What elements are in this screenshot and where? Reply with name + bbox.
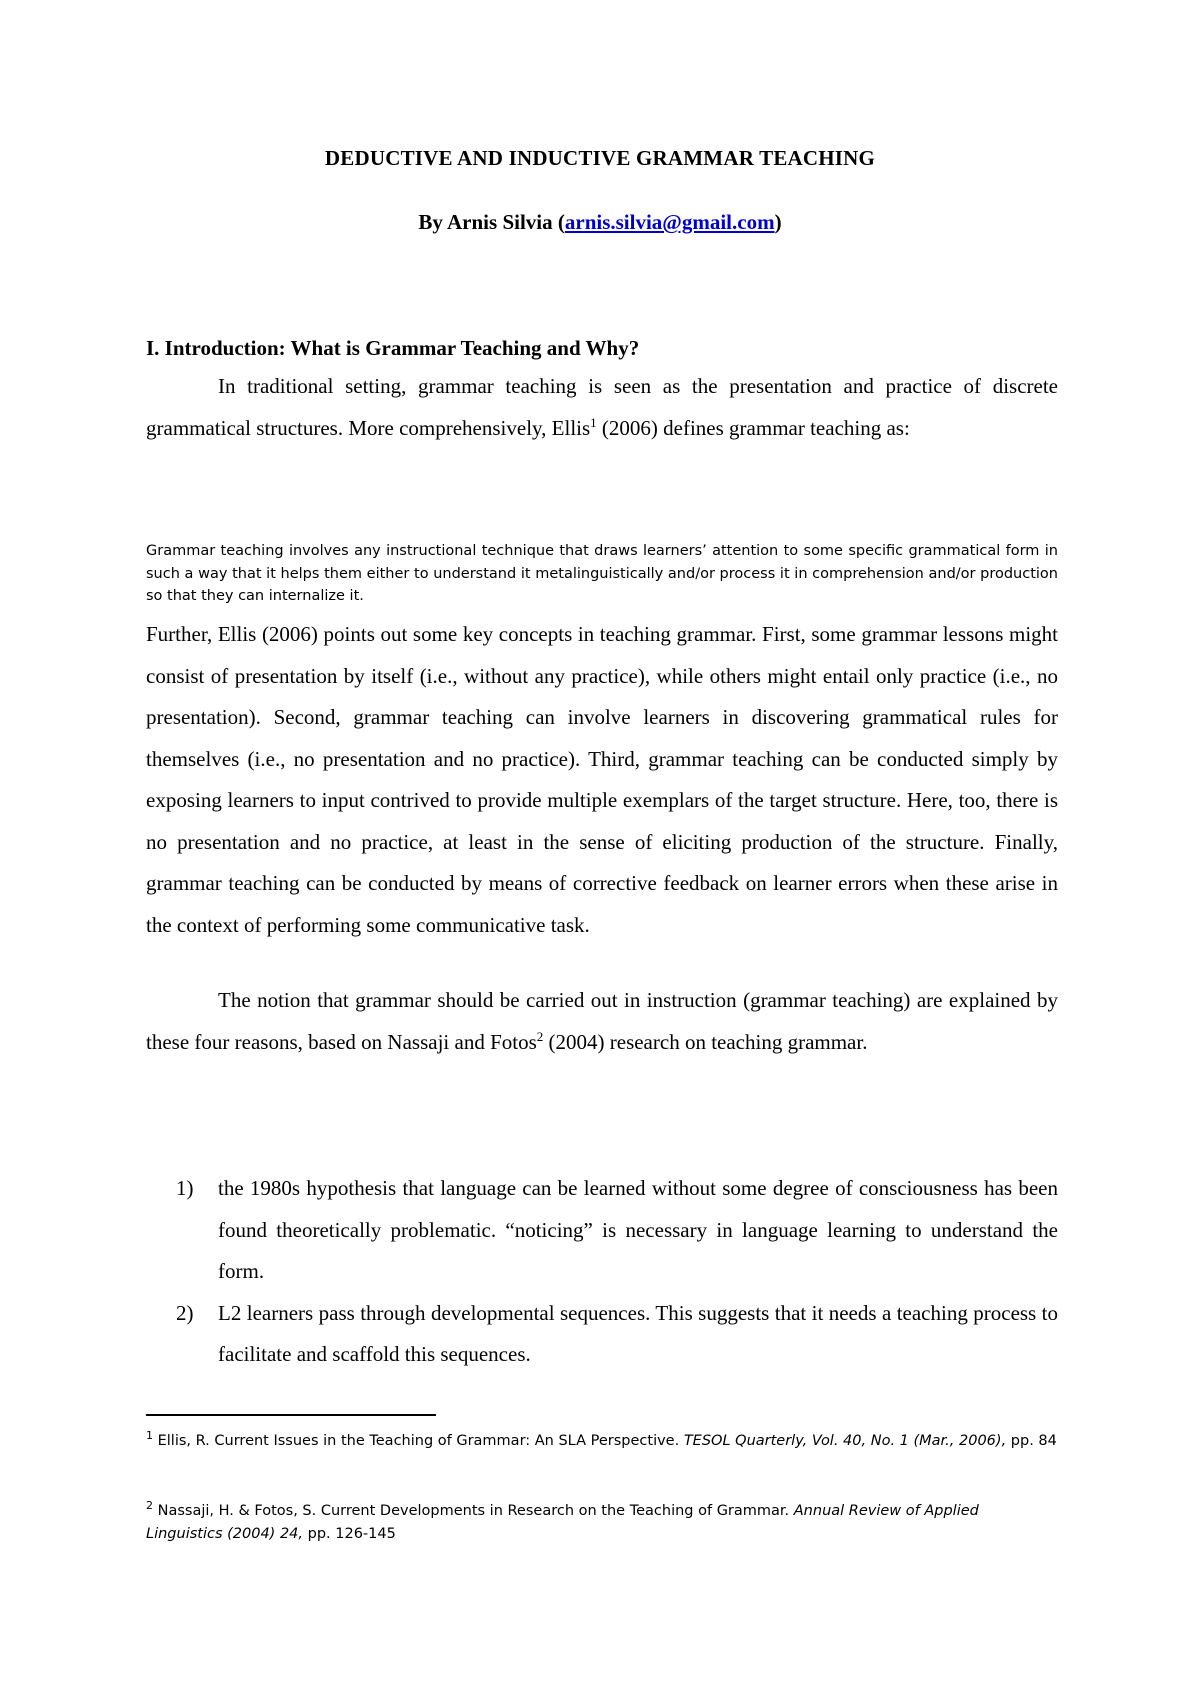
- footnote-separator: [146, 1414, 436, 1416]
- footnote-number: 2: [146, 1499, 153, 1513]
- paragraph-text: (2004) research on teaching grammar.: [543, 1029, 868, 1054]
- list-number: 2): [176, 1300, 194, 1325]
- list-item: [146, 1293, 1058, 1376]
- list-item-text: L2 learners pass through developmental sequences. This suggests that it needs a teaching process to facilitate and scaffold this sequences.: [218, 1300, 1058, 1366]
- byline-prefix: By Arnis Silvia (: [418, 210, 565, 234]
- footnote-ref-2[interactable]: 2: [536, 1028, 544, 1044]
- footnote-pages: pp. 84: [1006, 1433, 1057, 1449]
- footnote-text: Nassaji, H. & Fotos, S. Current Developments in Research on the Teaching of Grammar.: [153, 1503, 794, 1519]
- footnote-citation: Annual Review of Applied Linguistics (2004) 24,: [146, 1503, 979, 1542]
- footnote-number: 1: [146, 1429, 153, 1443]
- paragraph-key-concepts: Further, Ellis (2006) points out some key concepts in teaching grammar. First, some grammar lessons might consist of presentation by itself (i.e., without any practice), while others might entail only practice (i.e., no presentation). Second, grammar teaching can involve learners in discovering grammatical rules for themselves (i.e., no presentation and no practice). Third, grammar teaching can be conducted simply by exposing learners to input contrived to provide multiple exemplars of the target structure. Here, too, there is no presentation and no practice, at least in the sense of eliciting production of the structure. Finally, grammar teaching can be conducted by means of corrective feedback on learner errors when these arise in the context of performing some communicative task.: [146, 622, 1058, 937]
- footnote-1: [146, 1430, 1058, 1453]
- byline-suffix: ): [774, 210, 782, 234]
- reasons-list: [146, 1168, 1058, 1376]
- paragraph-text: (2006) defines grammar teaching as:: [596, 415, 910, 440]
- section-heading: I. Introduction: What is Grammar Teaching and Why?: [146, 336, 640, 360]
- document-title: DEDUCTIVE AND INDUCTIVE GRAMMAR TEACHING: [324, 146, 876, 170]
- footnote-pages: pp. 126-145: [303, 1526, 396, 1542]
- paragraph-intro: [146, 366, 1058, 449]
- footnote-ref-1[interactable]: 1: [590, 414, 597, 430]
- paragraph-text: In traditional setting, grammar teaching is seen as the presentation and practice of discrete grammatical structures. More comprehensively, Ellis: [146, 374, 1058, 440]
- list-number: 1): [176, 1176, 194, 1200]
- author-email-link[interactable]: arnis.silvia@gmail.com: [564, 210, 775, 234]
- paragraph-text: The notion that grammar should be carried out in instruction (grammar teaching) are explained by these four reasons, based on Nassaji and Fotos: [146, 988, 1058, 1054]
- footnote-text: Ellis, R. Current Issues in the Teaching of Grammar: An SLA Perspective.: [153, 1433, 684, 1449]
- footnote-2: [146, 1500, 1058, 1546]
- block-quote: Grammar teaching involves any instructional technique that draws learners’ attention to some specific grammatical form in such a way that it helps them either to understand it metalinguistically and/or process it in comprehension and/or production so that they can internalize it.: [146, 543, 1058, 604]
- footnote-citation: TESOL Quarterly, Vol. 40, No. 1 (Mar., 2006),: [683, 1433, 1007, 1449]
- list-item: [146, 1168, 1058, 1293]
- author-byline: [0, 210, 1200, 235]
- paragraph-four-reasons: [146, 980, 1058, 1063]
- list-item-text: the 1980s hypothesis that language can be learned without some degree of consciousness has been found theoretically problematic. “noticing” is necessary in language learning to understand the form.: [218, 1176, 1058, 1283]
